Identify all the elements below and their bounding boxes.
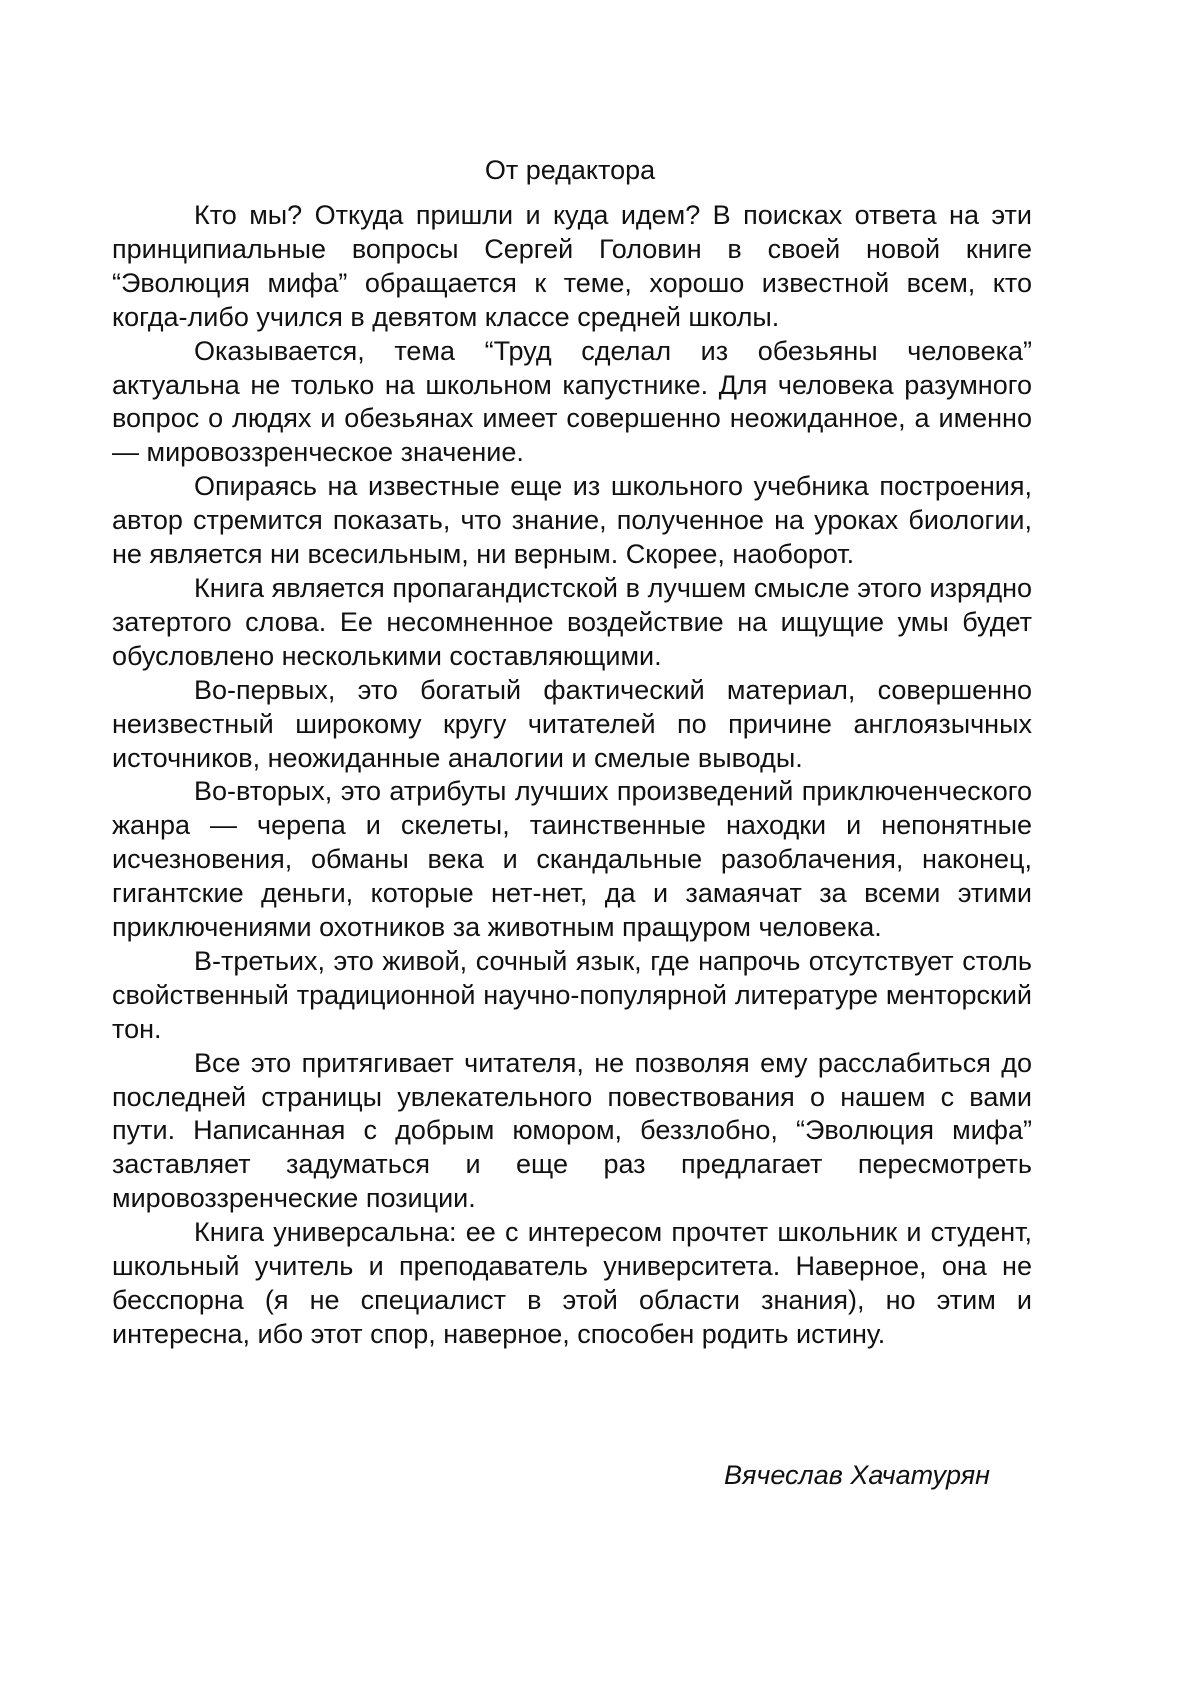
author-signature: Вячеслав Хачатурян bbox=[723, 1460, 990, 1490]
paragraph-5: Во-первых, это богатый фактический материал, совершенно неизвестный широкому кругу читателей по причине англоязычных источников, неожиданные аналогии и смелые выводы. bbox=[112, 674, 1032, 773]
paragraph-8: Все это притягивает читателя, не позволяя ему расслабиться до последней страницы увлекательного повествования о нашем с вами пути. Написанная с добрым юмором, беззлобно, “Эволюция мифа” заставляет задуматься и еще раз предлагает пересмотреть мировоззренческие позиции. bbox=[112, 1047, 1032, 1214]
paragraph-1: Кто мы? Откуда пришли и куда идем? В поисках ответа на эти принципиальные вопросы Сергей Головин в своей новой книге “Эволюция мифа” обращается к теме, хорошо известной всем, кто когда-либо учился в девятом классе средней школы. bbox=[112, 200, 1032, 332]
paragraph-6: Во-вторых, это атрибуты лучших произведений приключенческого жанра — черепа и скелеты, таинственные находки и непонятные исчезновения, обманы века и скандальные разоблачения, наконец, гигантские деньги, которые нет-нет, да и замаячат за всеми этими приключениями охотников за животным пращуром человека. bbox=[112, 776, 1032, 943]
page-title: От редактора bbox=[484, 155, 656, 185]
paragraph-3: Опираясь на известные еще из школьного учебника построения, автор стремится показать, что знание, полученное на уроках биологии, не является ни всесильным, ни верным. Скорее, наоборот. bbox=[112, 471, 1032, 570]
body-text bbox=[112, 199, 1032, 1352]
paragraph-2: Оказывается, тема “Труд сделал из обезьяны человека” актуальна не только на школьном капустнике. Для человека разумного вопрос о людях и обезьянах имеет совершенно неожиданное, а именно — мировоззренческое значение. bbox=[112, 335, 1032, 468]
paragraph-7: В-третьих, это живой, сочный язык, где напрочь отсутствует столь свойственный традиционной научно-популярной литературе менторский тон. bbox=[112, 945, 1032, 1044]
paragraph-9: Книга универсальна: ее с интересом прочтет школьник и студент, школьный учитель и преподаватель университета. Наверное, она не бесспорна (я не специалист в этой области знания), но этим и интересна, ибо этот спор, наверное, способен родить истину. bbox=[112, 1217, 1032, 1349]
paragraph-4: Книга является пропагандистской в лучшем смысле этого изрядно затертого слова. Ее несомненное воздействие на ищущие умы будет обусловлено несколькими составляющими. bbox=[112, 572, 1032, 671]
